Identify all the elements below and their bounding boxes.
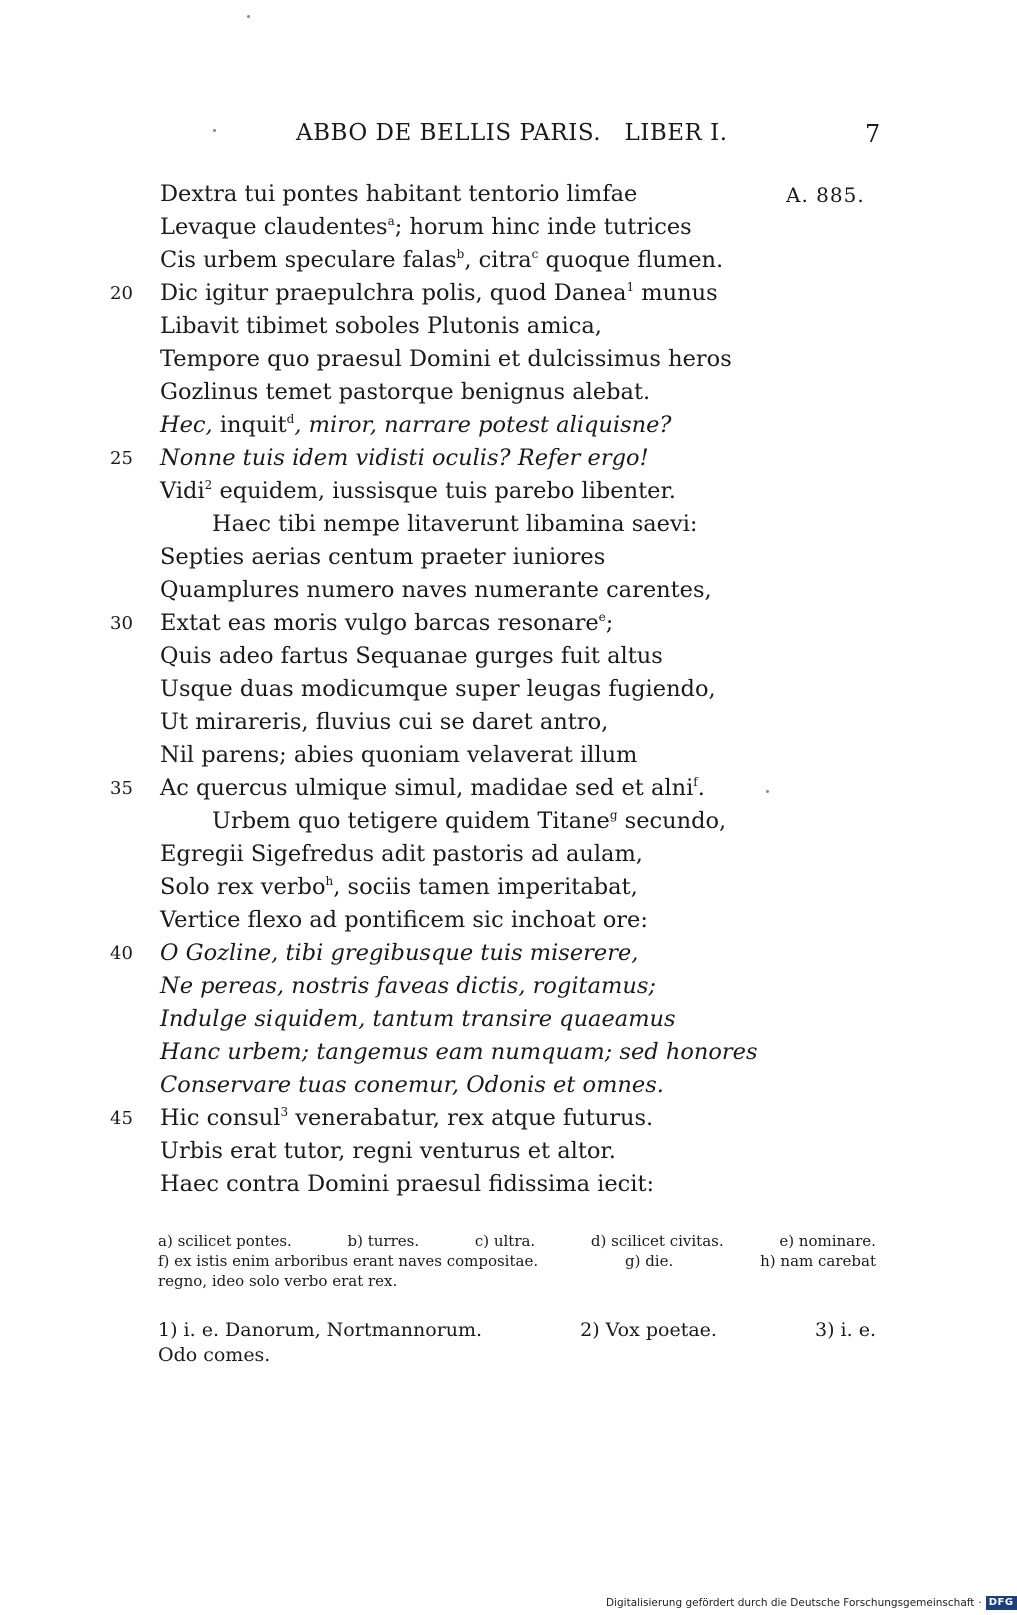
verse-tail: equidem, iussisque tuis parebo libenter. <box>212 478 676 504</box>
speech-text: Hec, <box>160 412 220 438</box>
verse-text <box>160 1069 664 1102</box>
verse-line <box>0 376 1000 409</box>
verse-tail: munus <box>634 280 718 306</box>
footnote-marker: h <box>325 874 334 888</box>
scan-speck <box>213 129 216 132</box>
verse-line <box>0 508 1000 541</box>
apparatus-line <box>158 1251 876 1271</box>
note-entry: 1) i. e. Danorum, Nortmannorum. <box>158 1319 483 1341</box>
verse-text <box>212 805 726 838</box>
verse-tail: venerabatur, rex atque futurus. <box>288 1105 654 1131</box>
footnote-marker: a <box>387 214 395 228</box>
verse-tail: quoque flumen. <box>538 247 724 273</box>
verse-main: Vidi <box>160 478 205 504</box>
verse-main: Quis adeo fartus Sequanae gurges fuit altus <box>160 643 663 669</box>
verse-line <box>0 673 1000 706</box>
footnote-marker: c <box>531 247 539 261</box>
verse-line <box>0 211 1000 244</box>
verse-main: Urbem quo tetigere quidem Titane <box>212 808 610 834</box>
verse-line <box>0 277 1000 310</box>
verse-line <box>0 607 1000 640</box>
verse-line <box>0 904 1000 937</box>
verse-text <box>160 211 692 244</box>
verse-main: Quamplures numero naves numerante carentes, <box>160 577 712 603</box>
verse-line <box>0 937 1000 970</box>
apparatus-entry: e) nominare. <box>779 1232 876 1250</box>
verse-line <box>0 442 1000 475</box>
dfg-logo: DFG <box>986 1596 1017 1610</box>
note-entry: Odo comes. <box>158 1344 271 1366</box>
footnote-marker: f <box>693 775 698 789</box>
verse-line <box>0 178 1000 211</box>
verse-text <box>160 1168 654 1201</box>
verse-main: Cis urbem speculare falas <box>160 247 457 273</box>
verse-line <box>0 838 1000 871</box>
verse-line <box>0 574 1000 607</box>
verse-text <box>160 178 637 211</box>
verse-line <box>0 409 1000 442</box>
line-number: 40 <box>110 943 133 964</box>
verse-text <box>160 277 718 310</box>
verse-text <box>160 838 643 871</box>
verse-line <box>0 640 1000 673</box>
footnote-marker: 2 <box>204 478 213 492</box>
verse-text <box>160 1102 653 1135</box>
verse-text <box>160 541 605 574</box>
verse-main: Vertice flexo ad pontificem sic inchoat ore: <box>160 907 648 933</box>
verse-text <box>160 970 656 1003</box>
verse-tail: ; <box>605 610 614 636</box>
verse-text <box>160 937 638 970</box>
line-number: 30 <box>110 613 133 634</box>
verse-main: Dic igitur praepulchra polis, quod Danea <box>160 280 627 306</box>
line-number: 20 <box>110 283 133 304</box>
apparatus-entry: a) scilicet pontes. <box>158 1232 292 1250</box>
critical-apparatus <box>158 1231 876 1291</box>
verse-line <box>0 541 1000 574</box>
verse-line <box>0 1168 1000 1201</box>
footnote-marker: 1 <box>626 280 635 294</box>
verse-main: Tempore quo praesul Domini et dulcissimus heros <box>160 346 732 372</box>
verse-main: inquit <box>219 412 287 438</box>
verse-text <box>160 409 672 442</box>
verse-main: Conservare tuas conemur, Odonis et omnes. <box>160 1072 664 1098</box>
verse-line <box>0 475 1000 508</box>
verse-line <box>0 970 1000 1003</box>
verse-text <box>160 739 637 772</box>
verse-text <box>160 442 649 475</box>
apparatus-entry: b) turres. <box>347 1232 420 1250</box>
scan-speck <box>247 15 250 18</box>
verse-text <box>160 376 650 409</box>
footnote-marker: 3 <box>280 1105 289 1119</box>
verse-line <box>0 772 1000 805</box>
verse-line <box>0 706 1000 739</box>
verse-tail: ; horum hinc inde tutrices <box>394 214 692 240</box>
verse-main: Hanc urbem; tangemus eam numquam; sed honores <box>160 1039 758 1065</box>
apparatus-entry: g) die. <box>624 1252 674 1270</box>
verse-main: Ne pereas, nostris faveas dictis, rogitamus; <box>160 973 656 999</box>
credit-text: Digitalisierung gefördert durch die Deutsche Forschungsgemeinschaft <box>606 1597 975 1609</box>
verse-main: Levaque claudentes <box>160 214 388 240</box>
verse-main: Septies aerias centum praeter iuniores <box>160 544 606 570</box>
verse-line <box>0 805 1000 838</box>
verse-main: Hic consul <box>160 1105 281 1131</box>
verse-text <box>160 1003 676 1036</box>
line-number: 35 <box>110 778 133 799</box>
verse-line <box>0 1102 1000 1135</box>
verse-text <box>160 1135 616 1168</box>
verse-main: Haec tibi nempe litaverunt libamina saevi: <box>212 511 698 537</box>
verse-text <box>160 607 613 640</box>
verse-text <box>160 310 602 343</box>
verse-line <box>0 343 1000 376</box>
verse-main: Extat eas moris vulgo barcas resonare <box>160 610 599 636</box>
verse-text <box>160 673 716 706</box>
verse-line <box>0 871 1000 904</box>
verse-line <box>0 1069 1000 1102</box>
apparatus-entry: c) ultra. <box>474 1232 536 1250</box>
verse-main: Usque duas modicumque super leugas fugiendo, <box>160 676 716 702</box>
digitization-credit: Digitalisierung gefördert durch die Deutsche Forschungsgemeinschaft · DFG <box>606 1596 1017 1610</box>
apparatus-entry: regno, ideo solo verbo erat rex. <box>158 1272 398 1290</box>
verse-main: Haec contra Domini praesul fidissima iecit: <box>160 1171 655 1197</box>
verse-tail: , citra <box>464 247 532 273</box>
verse-text <box>160 244 723 277</box>
footnote-marker: b <box>456 247 465 261</box>
verse-line <box>0 244 1000 277</box>
line-number: 25 <box>110 448 133 469</box>
footnote-marker: g <box>609 808 618 822</box>
verse-tail: , sociis tamen imperitabat, <box>333 874 638 900</box>
verse-block <box>0 178 1000 1201</box>
verse-text <box>160 772 705 805</box>
verse-tail: . <box>697 775 705 801</box>
verse-main: Dextra tui pontes habitant tentorio limfae <box>160 181 638 207</box>
verse-text <box>212 508 697 541</box>
apparatus-entry: f) ex istis enim arboribus erant naves compositae. <box>158 1252 539 1270</box>
verse-text <box>160 904 648 937</box>
running-title: ABBO DE BELLIS PARIS. LIBER I. <box>296 120 728 146</box>
verse-main: O Gozline, tibi gregibusque tuis miserere, <box>160 940 639 966</box>
footnote-marker: e <box>598 610 606 624</box>
verse-tail: secundo, <box>617 808 727 834</box>
note-line <box>158 1343 876 1368</box>
scan-speck <box>766 790 769 793</box>
verse-main: Ac quercus ulmique simul, madidae sed et alni <box>160 775 694 801</box>
footnote-marker: d <box>286 412 295 426</box>
verse-main: Nonne tuis idem vidisti oculis? Refer ergo! <box>160 445 649 471</box>
verse-line <box>0 1135 1000 1168</box>
apparatus-entry: d) scilicet civitas. <box>590 1232 724 1250</box>
verse-line <box>0 1003 1000 1036</box>
verse-main: Egregii Sigefredus adit pastoris ad aulam, <box>160 841 643 867</box>
note-entry: 3) i. e. <box>815 1319 876 1341</box>
verse-main: Ut mirareris, fluvius cui se daret antro, <box>160 709 609 735</box>
verse-text <box>160 871 638 904</box>
verse-tail: , miror, narrare potest aliquisne? <box>294 412 672 438</box>
verse-main: Nil parens; abies quoniam velaverat illum <box>160 742 638 768</box>
verse-line <box>0 1036 1000 1069</box>
verse-line <box>0 739 1000 772</box>
verse-text <box>160 343 732 376</box>
line-number: 45 <box>110 1108 133 1129</box>
verse-main: Indulge siquidem, tantum transire quaeamus <box>160 1006 676 1032</box>
note-line <box>158 1318 876 1343</box>
verse-main: Gozlinus temet pastorque benignus alebat. <box>160 379 651 405</box>
page-number: 7 <box>865 120 881 148</box>
verse-text <box>160 574 712 607</box>
verse-text <box>160 475 676 508</box>
verse-main: Urbis erat tutor, regni venturus et altor. <box>160 1138 616 1164</box>
margin-year: A. 885. <box>786 183 865 207</box>
verse-text <box>160 1036 758 1069</box>
verse-main: Solo rex verbo <box>160 874 326 900</box>
verse-text <box>160 706 608 739</box>
verse-line <box>0 310 1000 343</box>
apparatus-line <box>158 1231 876 1251</box>
apparatus-line <box>158 1271 876 1291</box>
verse-text <box>160 640 663 673</box>
footnotes <box>158 1318 876 1368</box>
verse-main: Libavit tibimet soboles Plutonis amica, <box>160 313 602 339</box>
note-entry: 2) Vox poetae. <box>580 1319 717 1341</box>
apparatus-entry: h) nam carebat <box>760 1252 876 1270</box>
